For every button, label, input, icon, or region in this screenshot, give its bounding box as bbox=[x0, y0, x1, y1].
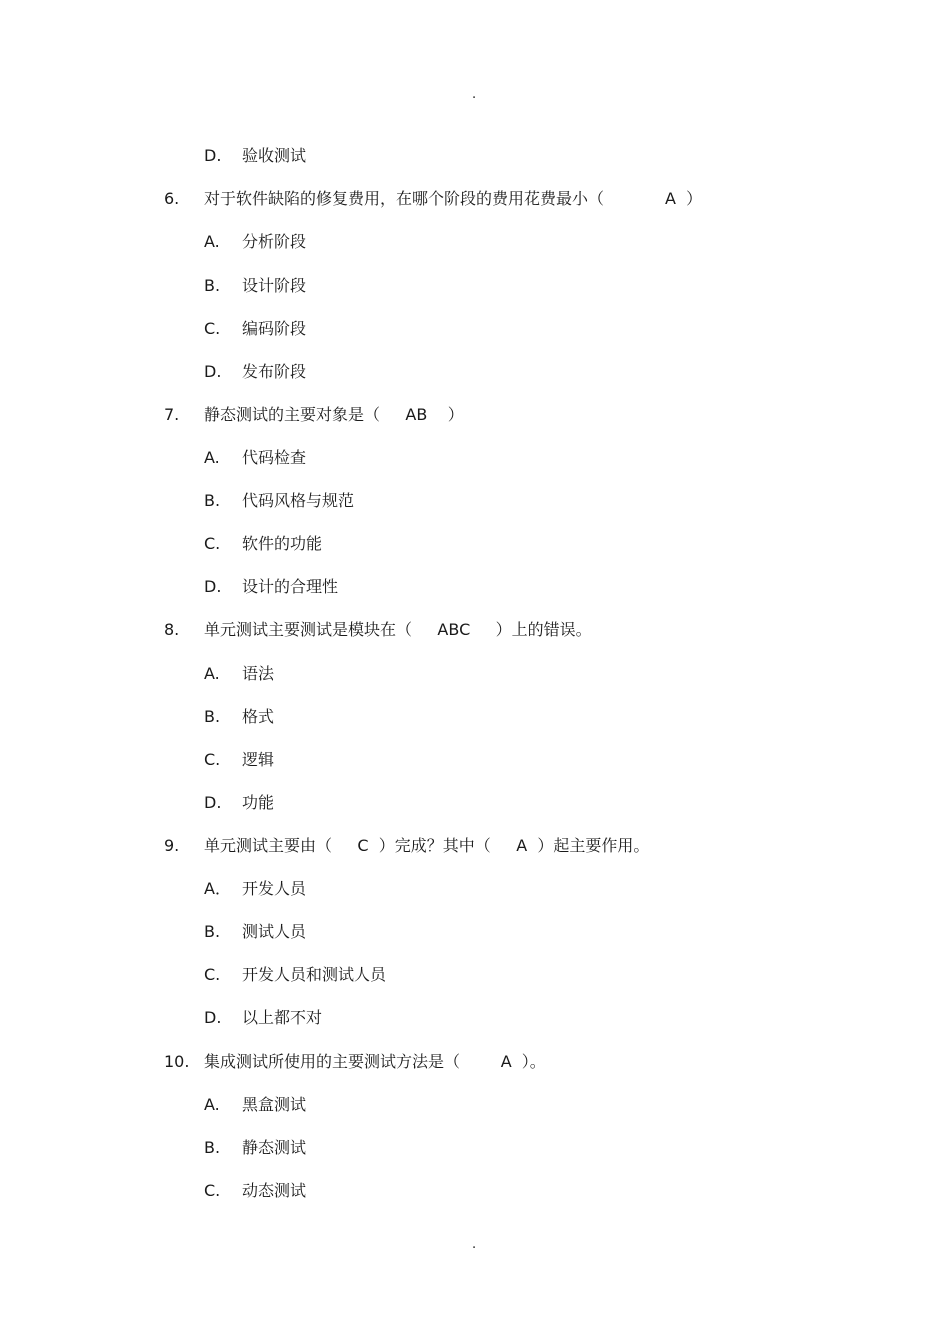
option-letter: C. bbox=[204, 319, 221, 338]
option-text: 静态测试 bbox=[242, 1138, 307, 1157]
option-text: 软件的功能 bbox=[242, 534, 323, 553]
option-text: 黑盒测试 bbox=[242, 1095, 307, 1114]
option-letter: D. bbox=[204, 146, 222, 165]
option-text: 验收测试 bbox=[242, 146, 307, 165]
option-text: 分析阶段 bbox=[242, 232, 307, 251]
option-letter: B. bbox=[204, 922, 221, 941]
question-number: 8. bbox=[164, 620, 180, 639]
option-letter: A. bbox=[204, 448, 220, 467]
option-letter: C. bbox=[204, 750, 221, 769]
option-letter: B. bbox=[204, 276, 221, 295]
option-letter: D. bbox=[204, 1008, 222, 1027]
option-letter: A. bbox=[204, 232, 220, 251]
question-text: 单元测试主要由（ C ）完成？其中（ A ）起主要作用。 bbox=[204, 836, 650, 855]
option-text: 代码风格与规范 bbox=[242, 491, 355, 510]
option-letter: B. bbox=[204, 707, 221, 726]
question-number: 9. bbox=[164, 836, 180, 855]
question-text: 静态测试的主要对象是（ AB ） bbox=[204, 405, 464, 424]
option-text: 开发人员和测试人员 bbox=[242, 965, 387, 984]
option-text: 逻辑 bbox=[242, 750, 275, 769]
question-number: 7. bbox=[164, 405, 180, 424]
option-text: 编码阶段 bbox=[242, 319, 307, 338]
question-text: 集成测试所使用的主要测试方法是（ A ）。 bbox=[204, 1052, 546, 1071]
option-text: 语法 bbox=[242, 664, 275, 683]
option-letter: B. bbox=[204, 491, 221, 510]
header-dot: . bbox=[472, 87, 477, 102]
option-letter: C. bbox=[204, 965, 221, 984]
option-letter: A． bbox=[204, 879, 231, 898]
option-text: 发布阶段 bbox=[242, 362, 307, 381]
option-letter: C. bbox=[204, 534, 221, 553]
option-text: 开发人员 bbox=[242, 879, 307, 898]
option-text: 功能 bbox=[242, 793, 275, 812]
question-text: 单元测试主要测试是模块在（ ABC ）上的错误。 bbox=[204, 620, 592, 639]
option-letter: C. bbox=[204, 1181, 221, 1200]
option-text: 代码检查 bbox=[242, 448, 307, 467]
option-text: 测试人员 bbox=[242, 922, 307, 941]
option-text: 格式 bbox=[242, 707, 275, 726]
option-letter: A. bbox=[204, 664, 220, 683]
question-number: 6. bbox=[164, 189, 180, 208]
option-text: 设计的合理性 bbox=[242, 577, 339, 596]
option-letter: D. bbox=[204, 793, 222, 812]
footer-dot: . bbox=[472, 1237, 477, 1252]
question-number: 10. bbox=[164, 1052, 190, 1071]
option-letter: D. bbox=[204, 577, 222, 596]
option-text: 设计阶段 bbox=[242, 276, 307, 295]
question-text: 对于软件缺陷的修复费用，在哪个阶段的费用花费最小（ A ） bbox=[204, 189, 703, 208]
option-text: 动态测试 bbox=[242, 1181, 307, 1200]
option-letter: A. bbox=[204, 1095, 220, 1114]
option-letter: D. bbox=[204, 362, 222, 381]
option-letter: B. bbox=[204, 1138, 221, 1157]
option-text: 以上都不对 bbox=[242, 1008, 323, 1027]
